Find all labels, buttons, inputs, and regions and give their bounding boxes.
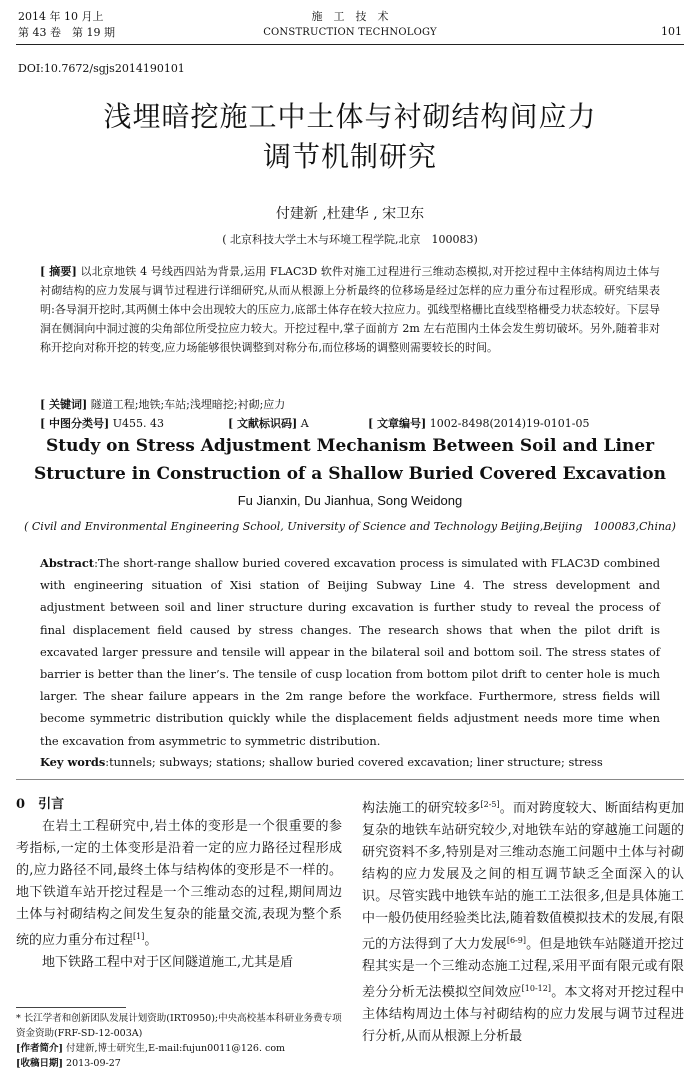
footnote-author-text: 付建新,博士研究生,E-mail:fujun0011@126. com <box>66 1043 286 1054</box>
footnote-received-label: [收稿日期] <box>16 1058 63 1069</box>
english-title-line-1: Study on Stress Adjustment Mechanism Between Soil and Liner <box>45 436 655 456</box>
chinese-keywords-label: [ 关键词] <box>40 398 88 411</box>
intro-paragraph-1-text: 在岩土工程研究中,岩土体的变形是一个很重要的参考指标,一定的土体变形是沿着一定的应力路径过程形成的,应力路径不同,最终土体与结构体的变形是不一样的。地下铁道车站开挖过程是一个三维动态的过程,期间周边土体与衬砌结构之间发生复杂的能量交流,表现为整个系统的应力重分布过程 <box>16 819 342 948</box>
chinese-abstract-label: [ 摘要] <box>40 265 77 278</box>
body-right-column <box>362 794 684 1048</box>
page-number: 101 <box>661 25 682 38</box>
right-text-2: 。而对跨度较大、断面结构更加复杂的地铁车站研究较少,对地铁车站的穿越施工问题的研究资料不多,特别是对三维动态施工问题中土体与衬砌结构的应力发展及之间的相互调节缺乏全面深入的认识。尽管实践中地铁车站的施工工法很多,但是具体施工中一般仍使用经验类比法,随着数值模拟技术的发展,有限元的方法得到了大力发展 <box>362 801 684 952</box>
right-text-1: 构法施工的研究较多 <box>362 801 481 816</box>
footnote-author <box>16 1041 342 1056</box>
section-title: 引言 <box>38 797 65 812</box>
clc-label: [ 中图分类号] <box>40 417 110 430</box>
english-abstract-label: Abstract <box>40 556 95 570</box>
chinese-title <box>0 97 700 177</box>
english-abstract: Abstract:The short-range shallow buried covered excavation process is simulated with FLAC3D combined with engineering situation of Xisi station of Beijing Subway Line 4. The stress development and adjustment between soil and liner structure during excavation is further study to reveal the process of final displacement field caused by stress changes. The research shows that when the pilot drift is excavated larger pressure and tensile will appear in the bilateral soil and bottom soil. The stress states of barrier is better than the liner’s. The tensile of cusp location from bottom pilot drift to center hole is much larger. The shear failure appears in the 2m range before the workface. Furthermore, stress fields will become symmetric distribution quickly while the displacement fields adjustment needs more time when the excavation from asymmetric to symmetric distribution. <box>40 556 660 748</box>
english-affiliation: ( Civil and Environmental Engineering School, University of Science and Technology Beijing,Beijing 100083,China) <box>24 520 676 533</box>
footnote-fund: * 长江学者和创新团队发展计划资助(IRT0950);中央高校基本科研业务费专项资金资助(FRF-SD-12-003A) <box>16 1013 342 1039</box>
header-center <box>0 9 700 41</box>
header-date: 2014 年 10 月上 <box>18 10 104 23</box>
english-keywords: Key words:tunnels; subways; stations; shallow buried covered excavation; liner structure; stress <box>40 755 603 769</box>
journal-name-cn: 施 工 技 术 <box>311 10 389 23</box>
footnote-author-label: [作者简介] <box>16 1043 63 1054</box>
footnote-received-text: 2013-09-27 <box>66 1058 121 1069</box>
chinese-keywords-text: 隧道工程;地铁;车站;浅埋暗挖;衬砌;应力 <box>90 398 286 411</box>
english-authors: Fu Jianxin, Du Jianhua, Song Weidong <box>237 493 463 508</box>
doi: DOI:10.7672/sgjs2014190101 <box>18 62 185 75</box>
header-issue: 第 43 卷 第 19 期 <box>18 26 115 39</box>
section-heading <box>16 794 342 816</box>
journal-name-en: CONSTRUCTION TECHNOLOGY <box>263 27 437 38</box>
section-separator <box>16 779 684 780</box>
doc-code-entry <box>228 414 309 433</box>
english-keywords-label: Key words <box>40 755 106 769</box>
citation-ref: [2-5] <box>480 800 500 809</box>
chinese-keywords <box>40 395 660 414</box>
chinese-abstract <box>40 262 660 357</box>
citation-ref: [6-9] <box>506 936 526 945</box>
header-rule <box>16 44 684 45</box>
english-abstract-text: The short-range shallow buried covered excavation process is simulated with FLAC3D combined with engineering situation of Xisi station of Beijing Subway Line 4. The stress development and adjustment between soil and liner structure during excavation is further study to reveal the process of final displacement field caused by stress changes. The research shows that when the pilot drift is excavated larger pressure and tensile will appear in the bilateral soil and bottom soil. The stress states of barrier is better than the liner’s. The tensile of cusp location from bottom pilot drift to center hole is much larger. The shear failure appears in the 2m range before the workface. Furthermore, stress fields will become symmetric distribution quickly while the displacement fields adjustment needs more time when the excavation from asymmetric to symmetric distribution. <box>40 556 660 748</box>
english-keywords-text: tunnels; subways; stations; shallow buried covered excavation; liner structure; stress <box>109 755 603 769</box>
english-title-line-2: Structure in Construction of a Shallow Buried Covered Excavation <box>34 464 666 484</box>
citation-ref: [10-12] <box>521 984 551 993</box>
footnotes <box>16 1011 342 1071</box>
english-title <box>0 432 700 488</box>
footnote-rule <box>16 1007 126 1008</box>
chinese-abstract-text: 以北京地铁 4 号线西四站为背景,运用 FLAC3D 软件对施工过程进行三维动态模拟,对开挖过程中主体结构周边土体与衬砌结构的应力发展与调节过程进行详细研究,从而从根源上分析最终的位移场是经过怎样的应力重分布过程形成。研究结果表明:各导洞开挖时,其两侧土体中会出现较大的压应力,底部土体存在较大拉应力。弧线型格栅比直线型格栅受力状态较好。下层导洞在侧洞向中洞过渡的尖角部位所受拉应力较大。开挖过程中,掌子面前方 2m 左右范围内土体会发生剪切破坏。另外,随着非对称开挖向对称开挖的转变,应力场能够很快调整到对称分布,而位移场的调整则需要较长的时间。 <box>40 265 660 354</box>
clc-entry <box>40 414 164 433</box>
article-no-value: 1002-8498(2014)19-0101-05 <box>429 417 590 430</box>
chinese-affiliation: ( 北京科技大学土木与环境工程学院,北京 100083) <box>222 233 478 246</box>
body-left-column <box>16 794 342 974</box>
chinese-title-line-2: 调节机制研究 <box>262 140 437 173</box>
chinese-authors: 付建新 ,杜建华 , 宋卫东 <box>275 206 425 222</box>
article-no-entry <box>368 414 589 433</box>
doc-code-label: [ 文献标识码] <box>228 417 298 430</box>
right-text-4: 。本文将对开挖过程中主体结构周边土体与衬砌结构的应力发展与调节过程进行分析,从而从根源上分析最 <box>362 985 684 1044</box>
citation-ref: [1] <box>133 932 145 941</box>
section-number: 0 <box>16 797 26 812</box>
chinese-title-line-1: 浅埋暗挖施工中土体与衬砌结构间应力 <box>103 100 597 133</box>
clc-value: U455. 43 <box>112 417 165 430</box>
intro-paragraph-1: 在岩土工程研究中,岩土体的变形是一个很重要的参考指标,一定的土体变形是沿着一定的应力路径过程形成的,应力路径不同,最终土体与结构体的变形是不一样的。地下铁道车站开挖过程是一个三维动态的过程,期间周边土体与衬砌结构之间发生复杂的能量交流,表现为整个系统的应力重分布过程[1]。 <box>16 819 342 948</box>
footnote-received <box>16 1056 342 1071</box>
doc-code-value: A <box>300 417 309 430</box>
right-text-3: 。但是地铁车站隧道开挖过程其实是一个三维动态施工过程,采用平面有限元或有限差分分析无法模拟空间效应 <box>362 937 684 1000</box>
intro-paragraph-2: 地下铁路工程中对于区间隧道施工,尤其是盾 <box>42 955 294 970</box>
article-no-label: [ 文章编号] <box>368 417 427 430</box>
